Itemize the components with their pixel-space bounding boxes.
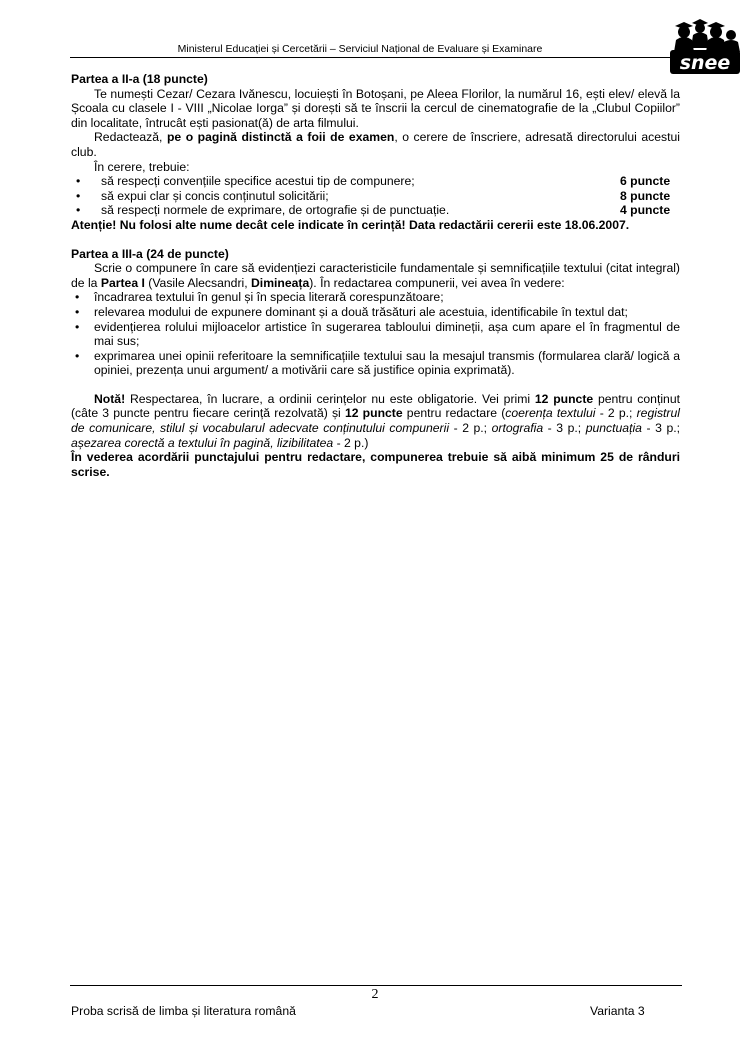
note-text: pentru conținut (câte 3 puncte pentru fiecare cerință rezolvată) și — [71, 391, 680, 421]
part3-intro-d: Dimineața — [251, 275, 310, 290]
snee-logo — [668, 18, 740, 76]
note-criterion: coerența textului — [505, 406, 596, 421]
part2-warning: Atenție! Nu folosi alte nume decât cele indicate în cerință! Data redactării cererii este 18.06.2007. — [71, 217, 630, 232]
footer-variant: Varianta 3 — [590, 1004, 645, 1018]
criteria-points: 8 puncte — [620, 188, 671, 203]
criteria-points: 6 puncte — [620, 174, 671, 189]
note-points-content: 12 puncte — [534, 391, 594, 406]
header-divider — [70, 57, 680, 58]
part3-intro-b: Partea I — [100, 275, 145, 290]
part3-intro — [71, 261, 680, 290]
part2-task-b: pe o pagină distinctă a foii de examen — [166, 130, 395, 145]
note-points-writing: 12 puncte — [344, 406, 403, 421]
note-criterion: ortografia — [491, 421, 544, 436]
part2-title: Partea a II-a (18 puncte) — [71, 72, 208, 86]
note-final: În vederea acordării punctajului pentru redactare, compunerea trebuie să aibă minimum 25 de rânduri scrise. — [71, 450, 680, 479]
criteria-text: • să respecți normele de exprimare, de ortografie și de punctuație. — [101, 203, 450, 218]
note-text: - 3 p.; — [641, 421, 681, 436]
note-text: - 2 p.) — [333, 435, 369, 450]
part2-task-a: Redactează, — [94, 130, 167, 145]
note-criterion: așezarea corectă a textului în pagină, lizibilitatea — [71, 435, 334, 450]
part3-intro-c: (Vasile Alecsandri, — [144, 275, 251, 290]
part2-intro: Te numești Cezar/ Cezara Ivănescu, locuiești în Botoșani, pe Aleea Florilor, la numărul 16, ești elev/ elevă la Școala cu clasele I - VIII „Nicolae Iorga” și dorești să te înscrii la cercul de cinematografie de la „Clubul Copiilor” din localitate, întrucât ești pasionat(ă) de arta filmului. — [71, 86, 680, 130]
part3-bullet-list — [71, 290, 680, 378]
criteria-item — [71, 189, 680, 204]
note-paragraph — [71, 392, 680, 450]
part3-bullet: • încadrarea textului în genul și în specia literară corespunzătoare; — [71, 290, 680, 305]
part3-bullet: • relevarea modului de expunere dominant și a două trăsături ale acestuia, identificabile în textul dat; — [71, 305, 680, 320]
part3-intro-e: ). În redactarea compunerii, vei avea în vedere: — [309, 275, 565, 290]
footer-divider — [70, 985, 682, 986]
logo-text: snee — [679, 52, 731, 74]
part2-in-request: În cerere, trebuie: — [94, 159, 190, 174]
note-text: - 3 p.; — [543, 421, 586, 436]
part2-criteria-list — [71, 174, 680, 218]
note-criterion: punctuația — [585, 421, 642, 436]
note-text: - 2 p.; — [595, 406, 637, 421]
exam-content — [71, 72, 680, 479]
part2-task — [71, 130, 680, 159]
criteria-text: • să expui clar și concis conținutul solicitării; — [101, 188, 329, 203]
note-criterion: registrul de comunicare, stilul și vocabularul adecvate conținutului compunerii — [71, 406, 680, 436]
criteria-points: 4 puncte — [620, 203, 671, 218]
part3-title: Partea a III-a (24 de puncte) — [71, 246, 229, 261]
criteria-item — [71, 203, 680, 218]
footer-subject: Proba scrisă de limba și literatura română — [71, 1004, 296, 1018]
page-number: 2 — [371, 987, 379, 1002]
header-ministry: Ministerul Educației și Cercetării – Serviciul Național de Evaluare și Examinare — [177, 43, 543, 55]
note-text: pentru redactare ( — [402, 406, 506, 421]
note-label: Notă! — [94, 391, 126, 406]
part3-bullet: • exprimarea unei opinii referitoare la semnificațiile textului sau la mesajul transmis (formularea clară/ logică a opiniei, prezența unui argument/ a motivării care să justifice opinia exprimată). — [71, 349, 680, 378]
part2-task-c: , o cerere de înscriere, adresată directorului acestui club. — [71, 130, 680, 159]
note-text: Respectarea, în lucrare, a ordinii cerințelor nu este obligatorie. Vei primi — [125, 391, 535, 406]
note-text: - 2 p.; — [449, 421, 492, 436]
criteria-text: • să respecți convențiile specifice acestui tip de compunere; — [101, 174, 415, 189]
part3-bullet: • evidențierea rolului mijloacelor artistice în sugerarea tabloului dimineții, așa cum apare el în fragmentul de mai sus; — [71, 320, 680, 349]
part3-intro-a: Scrie o compunere în care să evidențiezi caracteristicile fundamentale și semnificațiile textului (citat integral) de la — [71, 261, 680, 290]
criteria-item — [71, 174, 680, 189]
